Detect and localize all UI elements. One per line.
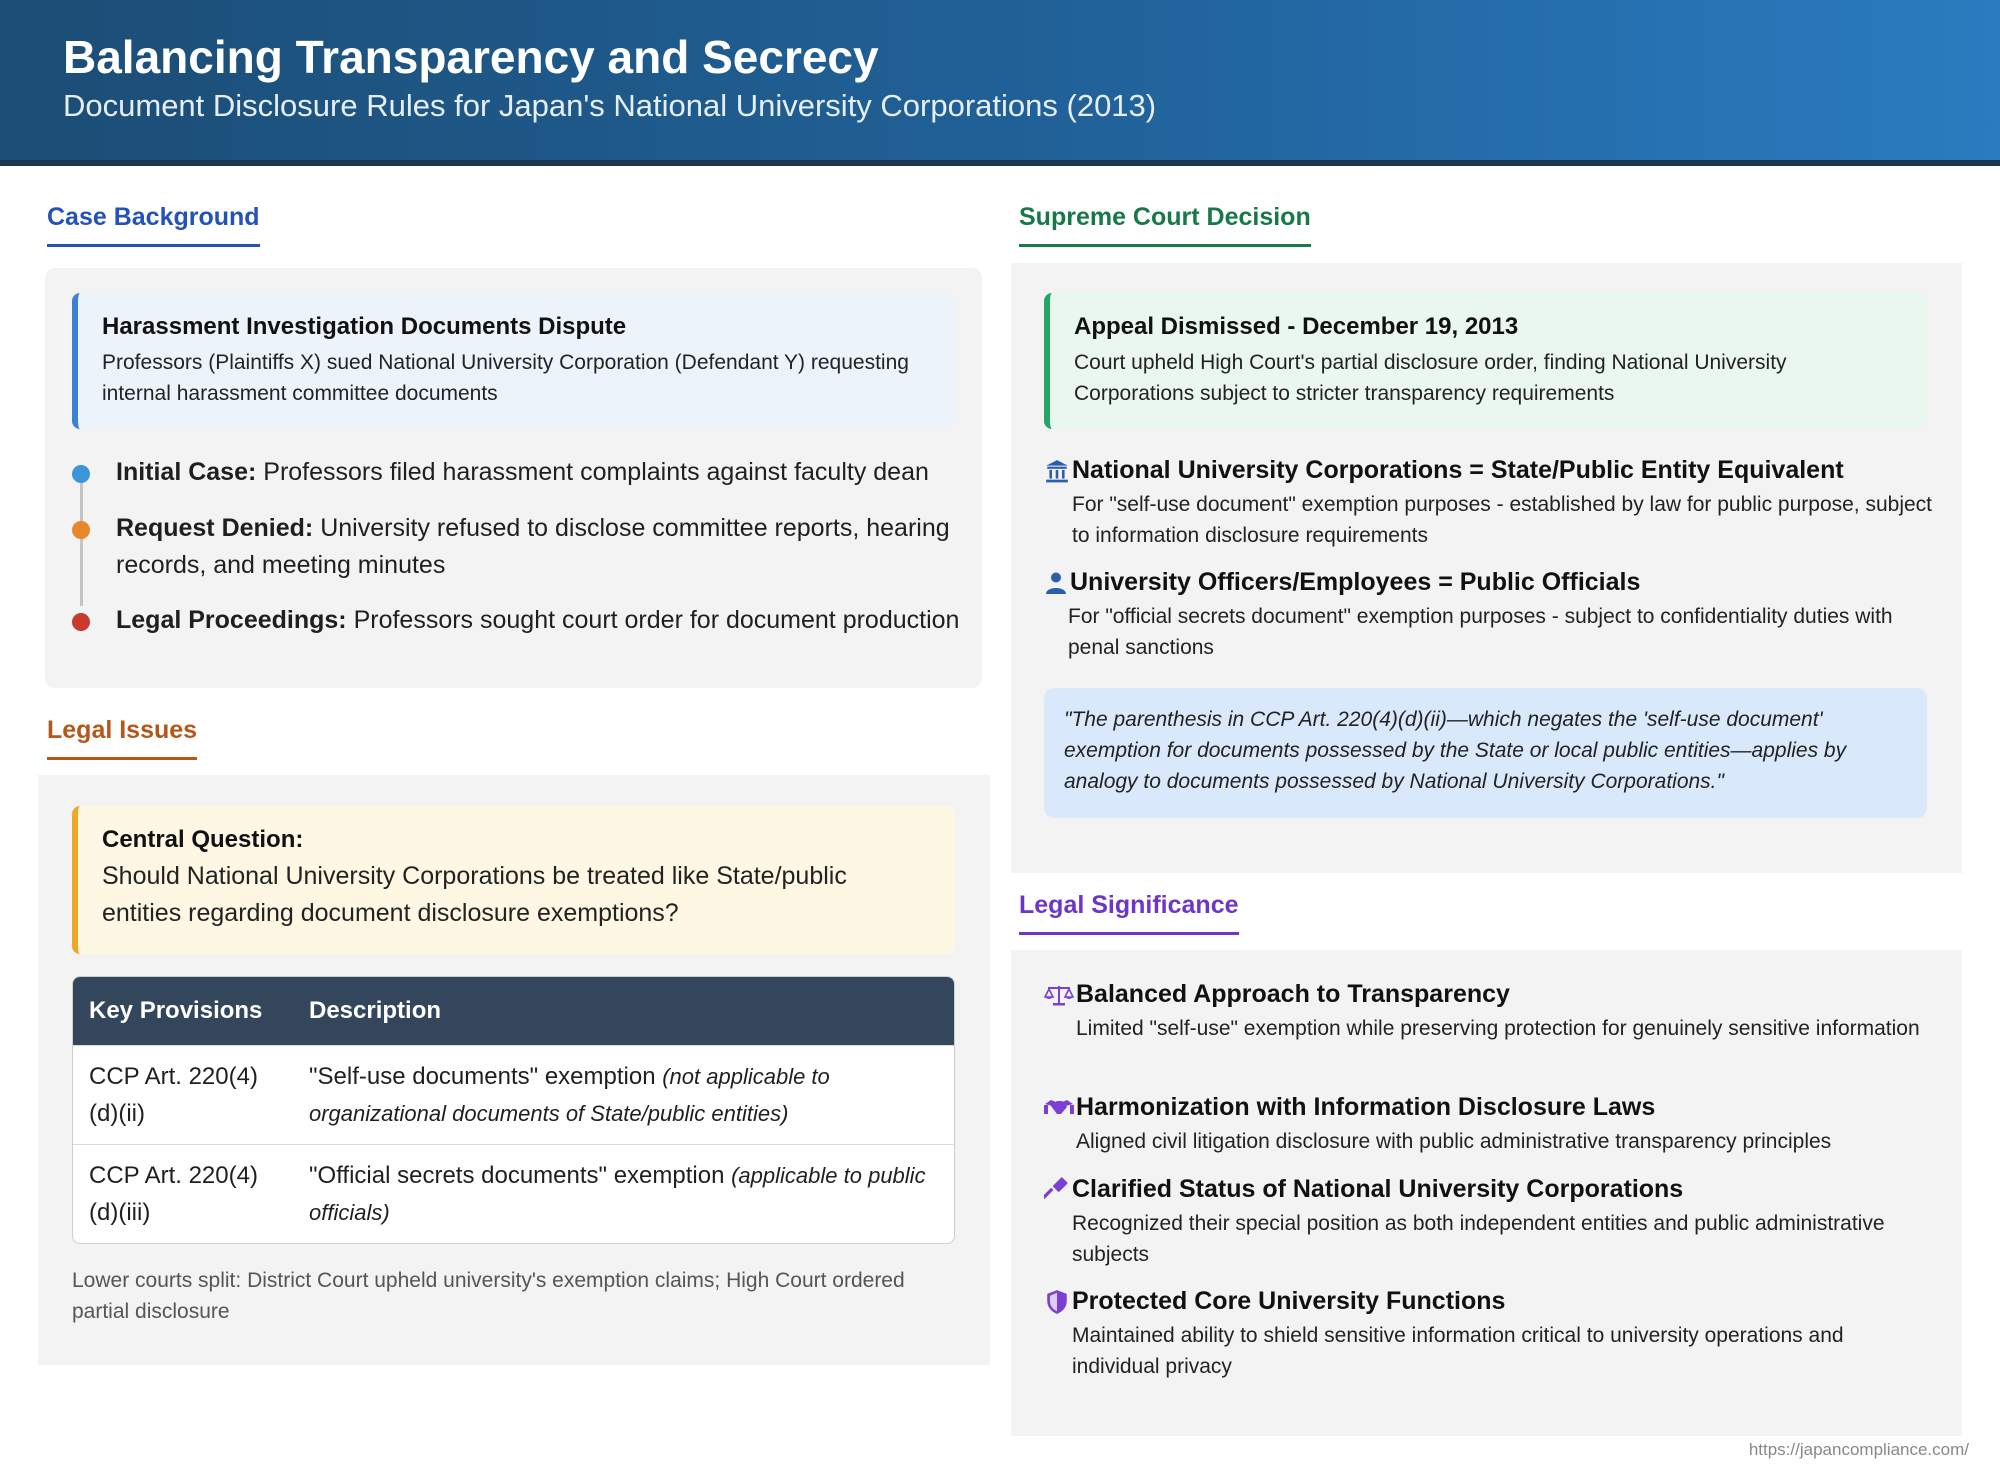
dispute-title: Harassment Investigation Documents Dispute <box>102 313 627 340</box>
key-provisions-table <box>72 976 955 1244</box>
case-dispute-callout <box>72 293 955 429</box>
timeline-text: Professors sought court order for document production <box>346 606 960 634</box>
timeline-text: Professors filed harassment complaints against faculty dean <box>256 458 929 486</box>
table-header-description: Description <box>293 977 954 1045</box>
central-question-callout <box>72 806 955 954</box>
significance-item-body: Limited "self-use" exemption while preserving protection for genuinely sensitive information <box>1076 1017 1920 1040</box>
description-text: "Official secrets documents" exemption <box>309 1162 732 1189</box>
legal-issues-panel <box>38 775 990 1365</box>
significance-item-balanced <box>1044 980 1934 1044</box>
table-header-provisions: Key Provisions <box>73 977 293 1045</box>
decision-item-title: National University Corporations = State/Public Entity Equivalent <box>1072 456 1844 484</box>
central-question-title: Central Question: <box>102 826 304 853</box>
description-text: "Self-use documents" exemption <box>309 1063 663 1090</box>
central-question-body: Should National University Corporations be treated like State/public entities regarding document disclosure exemptions? <box>102 862 847 927</box>
significance-item-harmonization <box>1044 1093 1934 1157</box>
gavel-icon <box>1044 1177 1070 1203</box>
description-cell <box>293 1144 954 1243</box>
significance-item-body: Recognized their special position as both independent entities and public administrative subjects <box>1072 1212 1885 1266</box>
decision-item-body: For "self-use document" exemption purposes - established by law for public purpose, subject to information disclosure requirements <box>1072 493 1933 547</box>
timeline-label: Initial Case: <box>116 458 257 486</box>
lower-courts-note: Lower courts split: District Court upheld university's exemption claims; High Court ordered partial disclosure <box>72 1269 905 1323</box>
timeline-dot-initial <box>72 465 90 483</box>
significance-item-body: Maintained ability to shield sensitive information critical to university operations and individual privacy <box>1072 1324 1844 1378</box>
timeline-item-initial <box>116 454 976 491</box>
page-title: Balancing Transparency and Secrecy <box>63 31 879 83</box>
decision-item-entity <box>1044 456 1934 551</box>
handshake-icon <box>1044 1096 1074 1120</box>
case-background-heading: Case Background <box>47 203 260 247</box>
significance-item-title: Clarified Status of National University Corporations <box>1072 1175 1684 1203</box>
source-url[interactable]: https://japancompliance.com/ <box>1748 1440 1969 1459</box>
supreme-court-heading: Supreme Court Decision <box>1019 203 1311 247</box>
timeline-label: Legal Proceedings: <box>116 606 347 634</box>
significance-item-title: Balanced Approach to Transparency <box>1076 980 1510 1008</box>
description-cell <box>293 1045 954 1144</box>
user-icon <box>1044 570 1068 596</box>
supreme-court-panel <box>1011 263 1962 873</box>
description-note: (not applicable to organizational documents of State/public entities) <box>309 1064 830 1126</box>
timeline-connector <box>80 474 83 606</box>
timeline-dot-denied <box>72 521 90 539</box>
timeline-text: University refused to disclose committee reports, hearing records, and meeting minutes <box>116 514 950 579</box>
table-row <box>73 1144 954 1243</box>
provision-cell: CCP Art. 220(4)(d)(iii) <box>73 1144 293 1243</box>
page-subtitle: Document Disclosure Rules for Japan's National University Corporations (2013) <box>63 88 1157 123</box>
case-background-panel <box>45 268 982 688</box>
decision-item-body: For "official secrets document" exemption purposes - subject to confidentiality duties with penal sanctions <box>1068 605 1893 659</box>
table-row <box>73 1045 954 1144</box>
significance-item-title: Protected Core University Functions <box>1072 1287 1506 1315</box>
scale-icon <box>1044 982 1074 1008</box>
timeline-item-denied <box>116 510 976 584</box>
timeline-label: Request Denied: <box>116 514 314 542</box>
provision-cell: CCP Art. 220(4)(d)(ii) <box>73 1045 293 1144</box>
significance-item-title: Harmonization with Information Disclosure Laws <box>1076 1093 1656 1121</box>
page-header <box>0 0 2000 166</box>
appeal-body: Court upheld High Court's partial disclosure order, finding National University Corporations subject to stricter transparency requirements <box>1074 351 1787 405</box>
legal-significance-heading: Legal Significance <box>1019 891 1239 935</box>
significance-item-protected <box>1044 1287 1934 1382</box>
appeal-dismissed-callout <box>1044 293 1927 429</box>
building-icon <box>1044 458 1070 484</box>
shield-icon <box>1044 1289 1070 1315</box>
timeline-dot-proceedings <box>72 613 90 631</box>
description-note: (applicable to public officials) <box>309 1163 926 1225</box>
legal-significance-panel <box>1011 950 1962 1436</box>
dispute-body: Professors (Plaintiffs X) sued National University Corporation (Defendant Y) requesting internal harassment committee documents <box>102 351 909 405</box>
significance-item-clarified <box>1044 1175 1934 1270</box>
table-header-row <box>73 977 954 1045</box>
appeal-title: Appeal Dismissed - December 19, 2013 <box>1074 313 1519 340</box>
decision-item-officials <box>1044 568 1934 663</box>
court-quote: "The parenthesis in CCP Art. 220(4)(d)(ii)—which negates the 'self-use document' exemption for documents possessed by the State or local public entities—applies by analogy to documents possessed by National University Corporations." <box>1044 688 1927 818</box>
timeline-item-proceedings <box>116 602 976 639</box>
legal-issues-heading: Legal Issues <box>47 716 197 760</box>
significance-item-body: Aligned civil litigation disclosure with public administrative transparency principles <box>1076 1130 1832 1153</box>
decision-item-title: University Officers/Employees = Public Officials <box>1070 568 1641 596</box>
